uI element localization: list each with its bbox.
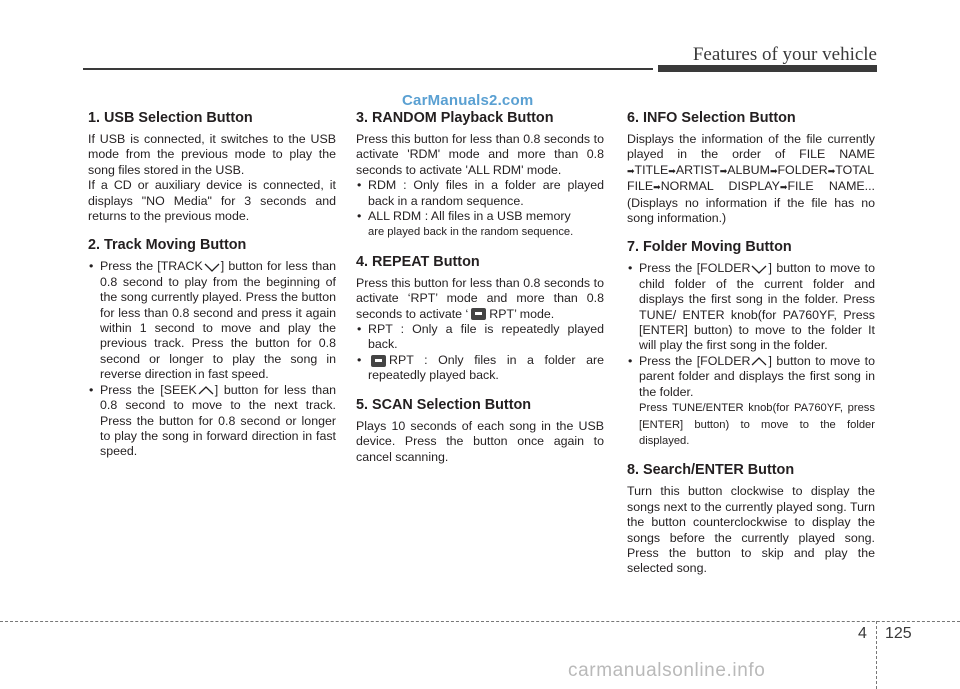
section-title: 8. Search/ENTER Button (627, 462, 795, 479)
info-sequence-item: ARTIST (675, 162, 720, 177)
arrow-right-icon: ➡ (769, 165, 778, 176)
info-sequence-item: TITLE (634, 162, 669, 177)
list-item: • Press the [FOLDER ] button to move to child folder of the current folder and displays the first song in the folder. Press TUNE/ ENTER knob(for PA760YF, Press [ENTER] button) to move to the folder It will play the first song in the folder. (628, 261, 875, 353)
arrow-right-icon: ➡ (719, 165, 728, 176)
arrow-right-icon: ➡ (779, 182, 788, 193)
arrow-right-icon: ➡ (827, 165, 836, 176)
page-number: 125 (885, 625, 912, 642)
list-item: • Press the [SEEK ] button for less than 0.8 second to move to the next track. Press the button for 0.8 second or longer to play the song in forward direction in fast speed. (89, 382, 336, 459)
list-item: • RPT : Only files in a folder are repeatedly played back. (357, 352, 604, 383)
info-sequence-item: FILE NAME... (787, 179, 875, 194)
section-title: 5. SCAN Selection Button (356, 396, 532, 413)
paragraph: Displays the information of the file currently played in the order of FILE NAME ➡TITLE➡ARTIST➡ALBUM➡FOLDER➡TOTAL FILE➡NORMAL DISPLAY➡FILE NAME... (Displays no information if the file has no song information.) (627, 132, 875, 226)
chapter-number: 4 (858, 625, 867, 642)
section-title: 1. USB Selection Button (88, 110, 253, 126)
section-title: 7. Folder Moving Button (627, 239, 792, 256)
bullet-list (356, 322, 604, 384)
section-title: 2. Track Moving Button (88, 237, 247, 254)
watermark-top: CarManuals2.com (402, 92, 534, 109)
arrow-right-icon: ➡ (668, 165, 676, 176)
footer-rule (0, 621, 960, 622)
info-sequence-item: ALBUM (727, 162, 770, 177)
header-rule (83, 68, 653, 70)
header-rule-thick (658, 65, 877, 72)
footer-divider (876, 621, 877, 689)
info-sequence-item: FOLDER (777, 162, 828, 177)
paragraph: If a CD or auxiliary device is connected, it displays "NO Media" for 3 seconds and returns to the previous mode. (88, 178, 336, 224)
chevron-down-icon (751, 265, 767, 274)
list-item: • RPT : Only a file is repeatedly played back. (357, 322, 604, 352)
list-item: • RDM : Only files in a folder are played back in a random sequence. (357, 178, 604, 208)
arrow-right-icon: ➡ (627, 165, 635, 176)
chevron-up-icon (198, 386, 214, 395)
paragraph: Plays 10 seconds of each song in the USB device. Press the button once again to cancel scanning. (356, 418, 604, 464)
list-item: • Press the [FOLDER ] button to move to parent folder and displays the first song in the folder. Press TUNE/ENTER knob(for PA760YF, press [ENTER] button) to move to the folder displayed. (628, 353, 875, 447)
column-2 (356, 110, 604, 465)
list-item: • ALL RDM : All files in a USB memory are played back in the random sequence. (357, 209, 574, 239)
bullet-list (356, 178, 604, 241)
info-sequence (627, 163, 875, 193)
folder-repeat-icon (471, 308, 486, 320)
info-sequence-item: NORMAL DISPLAY (660, 179, 780, 194)
section-title: 3. RANDOM Playback Button (356, 110, 554, 126)
column-1 (88, 110, 336, 460)
paragraph: Press this button for less than 0.8 seconds to activate ‘RPT’ mode and more than 0.8 seconds to activate ‘ RPT’ mode. (356, 275, 604, 321)
folder-repeat-icon (371, 355, 386, 367)
arrow-right-icon: ➡ (653, 182, 661, 193)
info-sequence-item: TOTAL FILE (627, 162, 875, 194)
chevron-down-icon (204, 263, 220, 272)
section-title: 6. INFO Selection Button (627, 110, 796, 126)
section-title: 4. REPEAT Button (356, 253, 480, 270)
watermark-bottom: carmanualsonline.info (568, 660, 766, 681)
paragraph: Press this button for less than 0.8 seconds to activate 'RDM' mode and more than 0.8 seconds to activate 'ALL RDM' mode. (356, 132, 604, 177)
chevron-up-icon (751, 357, 767, 366)
bullet-list (88, 259, 336, 459)
list-item: • Press the [TRACK ] button for less than 0.8 second to play from the beginning of the song currently played. Press the button for less than 0.8 second and press it again within 1 second to move and play the previous track. Press the button for 0.8 second or longer to play the song in reverse direction in fast speed. (89, 259, 336, 382)
header-title: Features of your vehicle (692, 44, 877, 65)
column-3 (627, 110, 875, 577)
paragraph: Turn this button clockwise to display the songs next to the currently played song. Turn the button counterclockwise to display the songs before the currently played song. Press the button to skip and play the selected song. (627, 484, 875, 576)
paragraph: If USB is connected, it switches to the USB mode from the previous mode to play the song files stored in the USB. (88, 132, 336, 177)
bullet-list (627, 261, 875, 449)
